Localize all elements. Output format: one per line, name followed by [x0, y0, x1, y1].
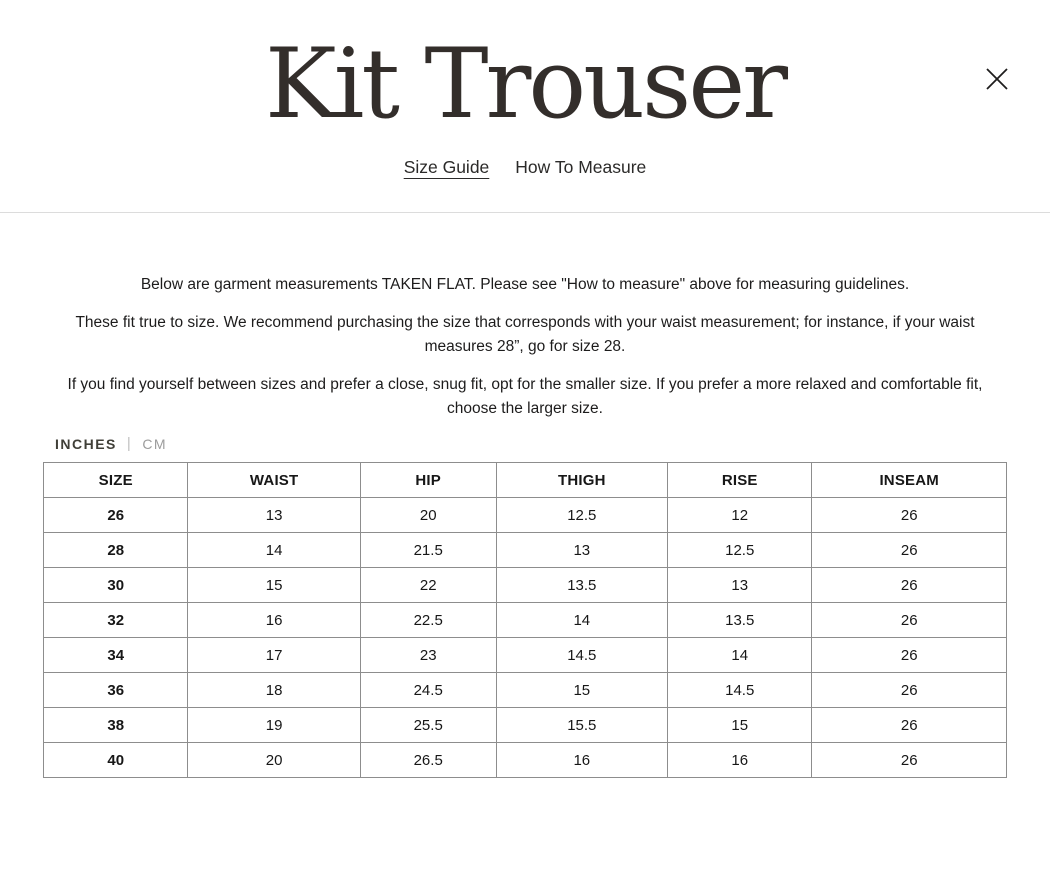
- table-row: [44, 498, 1007, 533]
- table-cell: 26: [812, 603, 1007, 638]
- table-row: [44, 708, 1007, 743]
- table-cell: 19: [188, 708, 360, 743]
- table-cell: 26: [812, 568, 1007, 603]
- table-cell: 22.5: [360, 603, 496, 638]
- table-cell: 13: [496, 533, 667, 568]
- paragraph-fit-note: These fit true to size. We recommend purchasing the size that corresponds with your waist measurement; for instance, if your waist measures 28”, go for size 28.: [75, 314, 975, 356]
- table-cell: 23: [360, 638, 496, 673]
- table-cell: 14: [496, 603, 667, 638]
- table-cell: 13.5: [668, 603, 812, 638]
- table-cell: 26.5: [360, 743, 496, 778]
- table-cell: 16: [496, 743, 667, 778]
- table-header-cell-inseam: INSEAM: [812, 463, 1007, 498]
- tab-size-guide[interactable]: Size Guide: [403, 157, 490, 178]
- table-cell: 21.5: [360, 533, 496, 568]
- table-cell: 34: [44, 638, 188, 673]
- table-cell: 17: [188, 638, 360, 673]
- unit-option-inches[interactable]: INCHES: [55, 435, 117, 452]
- table-cell: 38: [44, 708, 188, 743]
- table-header-cell-waist: WAIST: [188, 463, 360, 498]
- table-header-cell-size: SIZE: [44, 463, 188, 498]
- table-cell: 14.5: [496, 638, 667, 673]
- table-cell: 12.5: [668, 533, 812, 568]
- unit-separator: |: [126, 435, 133, 453]
- table-cell: 13.5: [496, 568, 667, 603]
- table-cell: 15: [496, 673, 667, 708]
- table-cell: 14: [668, 638, 812, 673]
- table-cell: 13: [188, 498, 360, 533]
- table-header-row: [44, 463, 1007, 498]
- table-row: [44, 568, 1007, 603]
- table-cell: 28: [44, 533, 188, 568]
- table-cell: 14.5: [668, 673, 812, 708]
- table-cell: 26: [812, 743, 1007, 778]
- table-cell: 26: [812, 673, 1007, 708]
- table-cell: 15: [668, 708, 812, 743]
- table-cell: 25.5: [360, 708, 496, 743]
- table-cell: 15.5: [496, 708, 667, 743]
- table-row: [44, 533, 1007, 568]
- tab-how-to-measure[interactable]: How To Measure: [515, 157, 647, 178]
- paragraph-between-sizes-note: If you find yourself between sizes and prefer a close, snug fit, opt for the smaller size. If you prefer a more relaxed and comfortable fit, choose the larger size.: [67, 376, 983, 418]
- table-cell: 30: [44, 568, 188, 603]
- paragraph-measurements-note: Below are garment measurements TAKEN FLAT. Please see "How to measure" above for measuring guidelines.: [140, 276, 910, 294]
- table-cell: 26: [812, 498, 1007, 533]
- table-header-cell-hip: HIP: [360, 463, 496, 498]
- tab-bar: [0, 157, 1050, 178]
- table-cell: 16: [668, 743, 812, 778]
- table-cell: 26: [44, 498, 188, 533]
- table-cell: 40: [44, 743, 188, 778]
- table-cell: 32: [44, 603, 188, 638]
- table-cell: 24.5: [360, 673, 496, 708]
- table-cell: 20: [360, 498, 496, 533]
- close-button[interactable]: [982, 64, 1012, 94]
- table-cell: 18: [188, 673, 360, 708]
- table-header-cell-rise: RISE: [668, 463, 812, 498]
- table-cell: 26: [812, 638, 1007, 673]
- table-row: [44, 638, 1007, 673]
- table-cell: 26: [812, 533, 1007, 568]
- table-cell: 20: [188, 743, 360, 778]
- unit-toggle: [55, 435, 1007, 452]
- table-cell: 15: [188, 568, 360, 603]
- table-cell: 12: [668, 498, 812, 533]
- table-row: [44, 603, 1007, 638]
- table-row: [44, 673, 1007, 708]
- table-header-cell-thigh: THIGH: [496, 463, 667, 498]
- table-row: [44, 743, 1007, 778]
- table-cell: 12.5: [496, 498, 667, 533]
- table-cell: 26: [812, 708, 1007, 743]
- table-cell: 36: [44, 673, 188, 708]
- table-cell: 13: [668, 568, 812, 603]
- size-table-section: [43, 435, 1007, 778]
- table-cell: 14: [188, 533, 360, 568]
- table-cell: 16: [188, 603, 360, 638]
- size-chart-table: [43, 462, 1007, 778]
- size-guide-body: [49, 213, 1001, 421]
- page-title: Kit Trouser: [264, 28, 786, 140]
- close-icon: [984, 66, 1010, 92]
- table-cell: 22: [360, 568, 496, 603]
- unit-option-cm[interactable]: CM: [142, 435, 168, 452]
